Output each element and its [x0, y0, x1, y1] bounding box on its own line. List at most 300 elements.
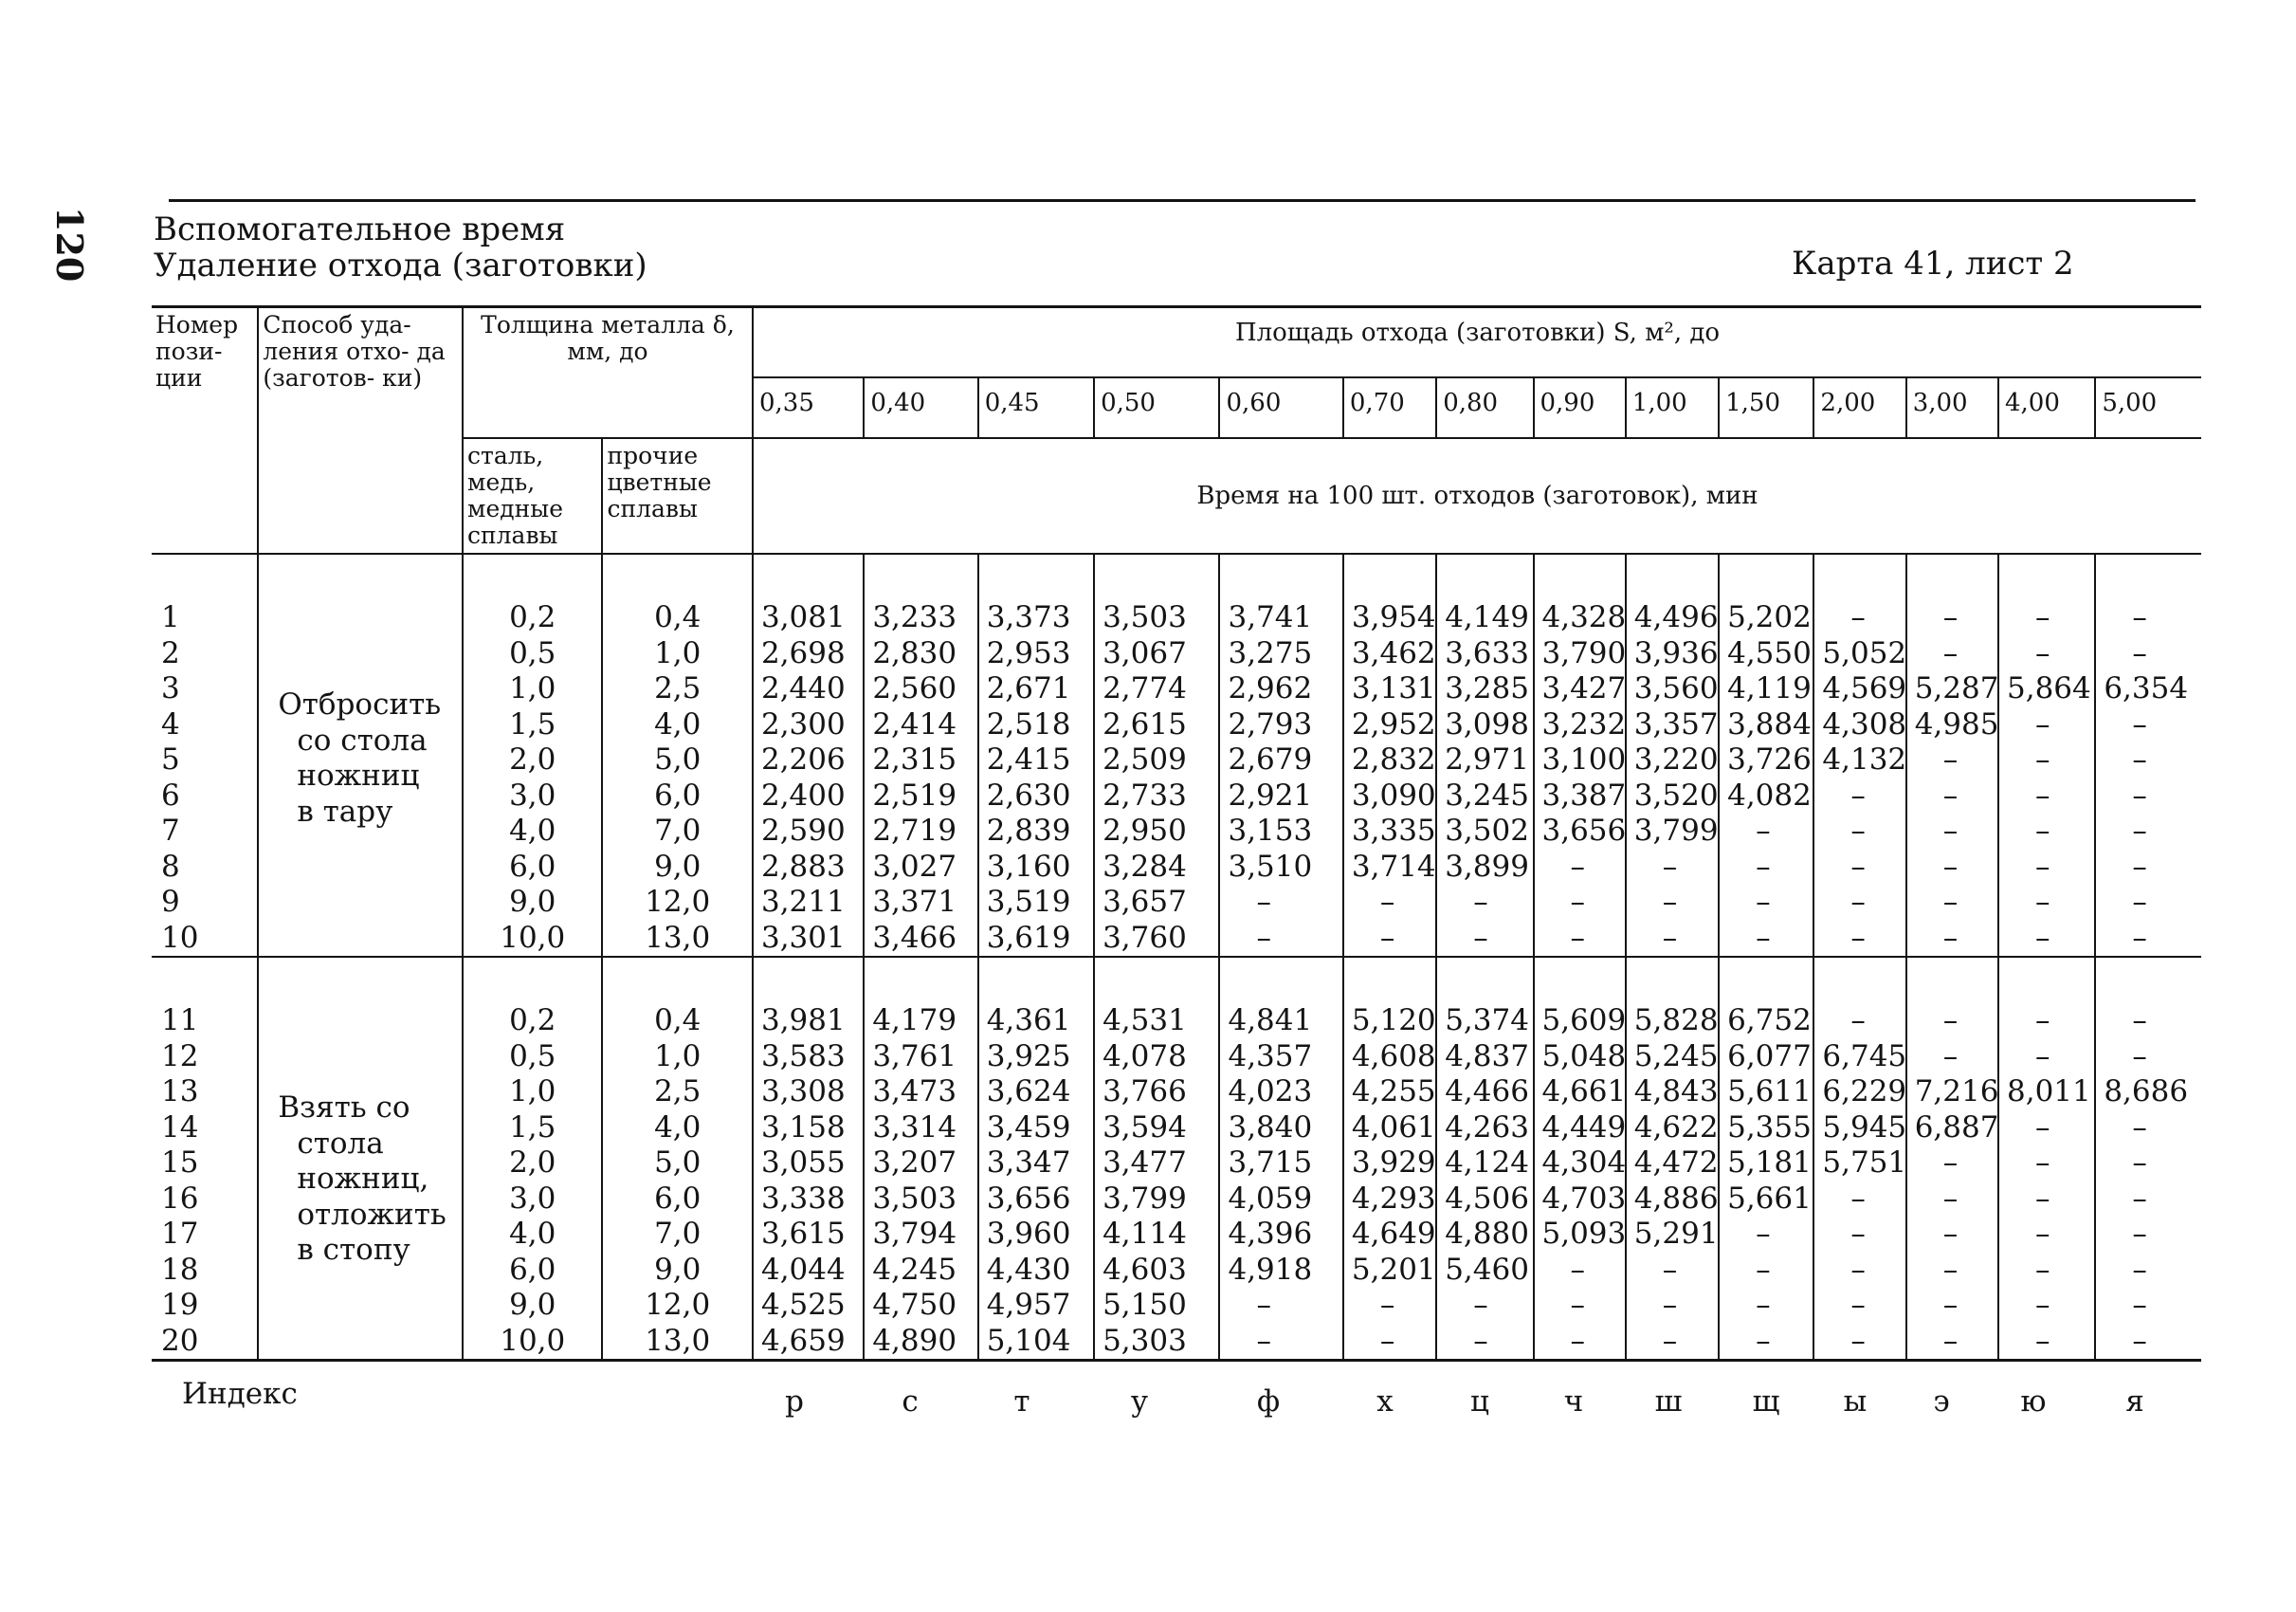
- time-value: –: [1850, 778, 1866, 813]
- time-value: 3,081: [760, 600, 846, 634]
- thickness-value: 1,0: [509, 671, 556, 705]
- time-value: 4,449: [1541, 1109, 1627, 1145]
- area-column-header: 0,90: [1534, 377, 1626, 438]
- thickness-value: 1,0: [509, 1074, 556, 1108]
- thickness-value: 12,0: [645, 1288, 711, 1322]
- time-value: 3,714: [1351, 849, 1436, 884]
- time-value: 6,887: [1914, 1109, 1999, 1145]
- time-value: 3,158: [760, 1109, 846, 1145]
- position-cell: [152, 957, 258, 1361]
- time-value: –: [2035, 635, 2050, 670]
- time-value: –: [1850, 885, 1866, 919]
- time-value: 5,245: [1633, 1038, 1719, 1073]
- time-value: 5,202: [1727, 600, 1812, 634]
- time-value: –: [2035, 814, 2050, 848]
- time-value: 3,232: [1541, 706, 1627, 742]
- time-value: –: [2035, 920, 2050, 955]
- time-value: –: [1942, 1003, 1959, 1037]
- time-value: –: [1756, 885, 1771, 919]
- thickness-other-cell: [602, 554, 753, 957]
- time-value: –: [1570, 920, 1585, 955]
- time-value: –: [1850, 600, 1866, 634]
- thickness-value: 4,0: [509, 1217, 556, 1251]
- time-column-cell: [1998, 957, 2095, 1361]
- time-value: 3,160: [986, 849, 1071, 884]
- index-letter: ч: [1563, 1384, 1584, 1419]
- time-value: –: [1379, 1288, 1395, 1322]
- time-value: 4,918: [1228, 1252, 1313, 1287]
- card-reference: Карта 41, лист 2: [1792, 245, 2074, 283]
- time-value: –: [1942, 1323, 1959, 1358]
- time-value: 3,373: [986, 600, 1071, 634]
- thickness-value: 7,0: [654, 814, 702, 848]
- index-letter: ц: [1470, 1384, 1489, 1419]
- time-value: –: [2132, 849, 2147, 884]
- time-value: 3,153: [1228, 814, 1313, 848]
- time-value: –: [2132, 1323, 2147, 1358]
- time-value: –: [1942, 1181, 1959, 1216]
- time-value: 3,799: [1633, 814, 1719, 848]
- time-value: 3,925: [986, 1038, 1071, 1073]
- time-value: –: [2035, 1217, 2050, 1251]
- time-value: 3,462: [1351, 635, 1436, 670]
- time-value: –: [2035, 600, 2050, 634]
- thickness-value: 4,0: [654, 1109, 702, 1145]
- thickness-value: 3,0: [509, 778, 556, 813]
- thickness-value: 1,0: [654, 1038, 702, 1073]
- area-column-header: 0,45: [978, 377, 1094, 438]
- page-number: 120: [48, 207, 91, 283]
- time-value: 4,603: [1102, 1252, 1187, 1287]
- time-value: –: [2132, 1038, 2147, 1073]
- time-value: 3,347: [986, 1145, 1071, 1180]
- col-header-position: Номер пози- ции: [152, 307, 258, 555]
- time-value: 2,793: [1228, 706, 1313, 742]
- time-value: –: [1850, 849, 1866, 884]
- time-value: –: [1662, 920, 1678, 955]
- time-table: [152, 305, 2201, 1362]
- time-value: –: [2132, 1252, 2147, 1287]
- time-value: –: [2035, 849, 2050, 884]
- index-letter: с: [902, 1384, 919, 1419]
- thickness-value: 2,0: [509, 1145, 556, 1180]
- time-value: –: [1473, 1288, 1488, 1322]
- time-value: –: [1942, 814, 1959, 848]
- time-value: 2,679: [1228, 742, 1313, 777]
- thickness-value: 12,0: [645, 885, 711, 919]
- time-value: 4,059: [1228, 1181, 1313, 1216]
- position-number: 3: [161, 671, 180, 705]
- area-column-header: 4,00: [1998, 377, 2095, 438]
- time-value: 4,304: [1541, 1145, 1627, 1180]
- position-number: 1: [161, 600, 180, 634]
- thickness-value: 13,0: [645, 1323, 711, 1358]
- method-cell: [258, 554, 463, 957]
- position-number: 2: [161, 635, 180, 670]
- time-value: –: [1756, 920, 1771, 955]
- time-value: 3,510: [1228, 849, 1313, 884]
- time-value: 4,466: [1445, 1074, 1529, 1108]
- time-value: 3,338: [760, 1181, 846, 1216]
- thickness-value: 0,2: [509, 1003, 556, 1037]
- time-value: 4,622: [1633, 1109, 1719, 1145]
- time-value: 2,733: [1102, 778, 1187, 813]
- time-value: –: [1379, 1323, 1395, 1358]
- time-value: –: [1756, 1217, 1771, 1251]
- time-value: –: [1942, 635, 1959, 670]
- thickness-value: 7,0: [654, 1217, 702, 1251]
- time-value: –: [1662, 1288, 1678, 1322]
- time-value: 4,293: [1351, 1181, 1436, 1216]
- time-value: –: [1850, 1323, 1866, 1358]
- thickness-value: 1,5: [509, 706, 556, 742]
- time-column-cell: [753, 957, 864, 1361]
- time-column-cell: [864, 554, 977, 957]
- time-value: 4,245: [872, 1252, 957, 1287]
- thickness-value: 6,0: [509, 1252, 556, 1287]
- time-value: 4,328: [1541, 600, 1627, 634]
- time-value: 3,466: [872, 920, 957, 955]
- time-value: –: [1662, 1252, 1678, 1287]
- time-value: 2,953: [986, 635, 1071, 670]
- time-value: 3,766: [1102, 1074, 1187, 1108]
- time-column-cell: [1094, 554, 1219, 957]
- thickness-value: 1,5: [509, 1109, 556, 1145]
- position-number: 7: [161, 814, 180, 848]
- time-value: 3,884: [1727, 706, 1812, 742]
- top-rule: [169, 199, 2196, 202]
- time-value: 6,077: [1727, 1038, 1812, 1073]
- group-row: [152, 554, 2201, 957]
- time-value: 3,285: [1445, 671, 1529, 705]
- time-value: 6,229: [1822, 1074, 1907, 1108]
- time-value: 3,387: [1541, 778, 1627, 813]
- time-value: 5,052: [1822, 635, 1907, 670]
- time-value: 3,220: [1633, 742, 1719, 777]
- area-column-header: 0,60: [1219, 377, 1342, 438]
- thickness-value: 4,0: [654, 706, 702, 742]
- time-value: –: [2132, 1109, 2147, 1145]
- thickness-value: 9,0: [509, 1288, 556, 1322]
- area-column-header: 3,00: [1906, 377, 1998, 438]
- time-value: –: [1942, 1038, 1959, 1073]
- time-value: 3,301: [760, 920, 846, 955]
- thickness-value: 10,0: [500, 920, 566, 955]
- col-header-steel: сталь, медь, медные сплавы: [463, 438, 602, 554]
- time-value: 8,686: [2104, 1074, 2189, 1108]
- time-value: 2,839: [986, 814, 1071, 848]
- index-letter: ю: [2020, 1384, 2047, 1419]
- time-value: 3,615: [760, 1217, 846, 1251]
- area-column-header: 0,35: [753, 377, 864, 438]
- col-header-other: прочие цветные сплавы: [602, 438, 753, 554]
- area-column-header: 1,00: [1626, 377, 1719, 438]
- time-value: 3,027: [872, 849, 957, 884]
- position-number: 9: [161, 885, 180, 919]
- thickness-value: 6,0: [509, 849, 556, 884]
- time-value: 4,661: [1541, 1074, 1627, 1108]
- time-value: –: [1662, 885, 1678, 919]
- time-value: –: [1379, 885, 1395, 919]
- time-value: –: [1942, 920, 1959, 955]
- position-number: 18: [161, 1252, 199, 1287]
- time-value: 5,609: [1541, 1003, 1627, 1037]
- time-value: 3,741: [1228, 600, 1313, 634]
- time-value: 3,656: [1541, 814, 1627, 848]
- time-value: 3,657: [1102, 885, 1187, 919]
- time-value: 4,837: [1445, 1038, 1529, 1073]
- method-text: со стола: [297, 723, 428, 758]
- method-text: Отбросить: [278, 687, 442, 722]
- time-value: 4,841: [1228, 1003, 1313, 1037]
- thickness-value: 5,0: [654, 742, 702, 777]
- time-value: –: [2132, 1003, 2147, 1037]
- time-column-cell: [1813, 957, 1905, 1361]
- time-value: 4,890: [872, 1323, 957, 1358]
- time-column-cell: [978, 554, 1094, 957]
- time-value: 3,308: [760, 1074, 846, 1108]
- col-header-method: Способ уда- ления отхо- да (заготов- ки): [258, 307, 463, 555]
- time-value: 3,473: [872, 1074, 957, 1108]
- time-value: –: [2132, 1145, 2147, 1180]
- time-column-cell: [1998, 554, 2095, 957]
- time-value: –: [2132, 1181, 2147, 1216]
- position-number: 6: [161, 778, 180, 813]
- time-value: 5,093: [1541, 1217, 1627, 1251]
- method-text: в тару: [297, 794, 393, 829]
- index-letter: э: [1933, 1384, 1950, 1419]
- index-letter: я: [2125, 1384, 2144, 1419]
- time-value: 6,354: [2104, 671, 2189, 705]
- time-column-cell: [1534, 957, 1626, 1361]
- time-value: 3,131: [1351, 671, 1436, 705]
- position-cell: [152, 554, 258, 957]
- time-value: 3,055: [760, 1145, 846, 1180]
- time-value: –: [1756, 1288, 1771, 1322]
- time-value: 2,414: [872, 706, 957, 742]
- time-value: 4,496: [1633, 600, 1719, 634]
- time-value: –: [2035, 706, 2050, 742]
- time-value: 5,201: [1351, 1252, 1436, 1287]
- time-value: –: [2035, 1003, 2050, 1037]
- time-value: –: [1256, 1288, 1271, 1322]
- thickness-value: 5,0: [654, 1145, 702, 1180]
- position-number: 17: [161, 1217, 199, 1251]
- position-number: 16: [161, 1181, 199, 1216]
- time-value: 3,090: [1351, 778, 1436, 813]
- time-value: 5,104: [986, 1323, 1071, 1358]
- time-value: 2,518: [986, 706, 1071, 742]
- time-value: –: [2132, 635, 2147, 670]
- time-value: 3,619: [986, 920, 1071, 955]
- position-number: 14: [161, 1109, 199, 1145]
- time-value: –: [1942, 742, 1959, 777]
- time-value: 4,255: [1351, 1074, 1436, 1108]
- area-column-header: 1,50: [1719, 377, 1813, 438]
- time-value: 5,661: [1727, 1181, 1812, 1216]
- index-label: Индекс: [182, 1377, 298, 1411]
- time-value: 3,656: [986, 1181, 1071, 1216]
- time-value: 6,752: [1727, 1003, 1812, 1037]
- time-value: 2,962: [1228, 671, 1313, 705]
- time-column-cell: [1813, 554, 1905, 957]
- time-value: –: [1256, 885, 1271, 919]
- time-value: 4,649: [1351, 1217, 1436, 1251]
- time-value: –: [2132, 1217, 2147, 1251]
- thickness-value: 0,5: [509, 1038, 556, 1073]
- position-number: 8: [161, 849, 180, 884]
- time-value: 2,590: [760, 814, 846, 848]
- time-value: –: [1850, 1181, 1866, 1216]
- time-value: 6,745: [1822, 1038, 1907, 1073]
- method-text: стола: [297, 1126, 384, 1161]
- method-text: отложить: [297, 1197, 446, 1232]
- index-letter: щ: [1752, 1384, 1780, 1419]
- time-value: 5,291: [1633, 1217, 1719, 1251]
- col-header-area: Площадь отхода (заготовки) S, м², до: [753, 307, 2201, 378]
- time-value: 4,659: [760, 1323, 846, 1358]
- time-value: 4,361: [986, 1003, 1071, 1037]
- time-value: 3,211: [760, 885, 846, 919]
- time-column-cell: [2095, 554, 2201, 957]
- thickness-value: 4,0: [509, 814, 556, 848]
- time-value: –: [2132, 778, 2147, 813]
- time-value: 2,630: [986, 778, 1071, 813]
- time-value: 2,883: [760, 849, 846, 884]
- time-value: 3,960: [986, 1217, 1071, 1251]
- time-value: 4,082: [1727, 778, 1812, 813]
- time-value: 2,698: [760, 635, 846, 670]
- index-letter: ш: [1654, 1384, 1683, 1419]
- time-value: –: [1850, 1252, 1866, 1287]
- time-value: 2,206: [760, 742, 846, 777]
- time-value: 5,303: [1102, 1323, 1187, 1358]
- time-value: 2,315: [872, 742, 957, 777]
- time-column-cell: [1219, 554, 1342, 957]
- area-column-header: 0,40: [864, 377, 977, 438]
- time-column-cell: [1906, 554, 1998, 957]
- time-value: –: [1662, 849, 1678, 884]
- col-header-time: Время на 100 шт. отходов (заготовок), мин: [753, 438, 2201, 554]
- time-value: –: [2035, 1288, 2050, 1322]
- position-number: 4: [161, 706, 180, 742]
- time-value: 5,150: [1102, 1288, 1187, 1322]
- time-value: 3,067: [1102, 635, 1187, 670]
- time-value: 2,415: [986, 742, 1071, 777]
- time-value: 3,583: [760, 1038, 846, 1073]
- time-value: –: [2132, 885, 2147, 919]
- time-value: –: [1942, 1145, 1959, 1180]
- time-column-cell: [978, 957, 1094, 1361]
- time-value: –: [1850, 1288, 1866, 1322]
- time-value: 5,355: [1727, 1109, 1812, 1145]
- area-column-header: 0,70: [1343, 377, 1436, 438]
- time-value: 2,950: [1102, 814, 1187, 848]
- time-value: 4,078: [1102, 1038, 1187, 1073]
- index-letter: р: [785, 1384, 804, 1419]
- position-number: 12: [161, 1038, 199, 1073]
- area-column-header: 2,00: [1813, 377, 1905, 438]
- col-header-thickness: Толщина металла δ, мм, до: [463, 307, 753, 439]
- thickness-value: 2,0: [509, 742, 556, 777]
- time-value: –: [1942, 778, 1959, 813]
- time-value: 2,952: [1351, 706, 1436, 742]
- method-cell: [258, 957, 463, 1361]
- index-letter: т: [1013, 1384, 1030, 1419]
- time-value: 3,502: [1445, 814, 1529, 848]
- area-column-header: 0,50: [1094, 377, 1219, 438]
- time-value: 3,520: [1633, 778, 1719, 813]
- time-column-cell: [1719, 957, 1813, 1361]
- time-value: 4,531: [1102, 1003, 1187, 1037]
- time-column-cell: [1906, 957, 1998, 1361]
- time-value: 3,357: [1633, 706, 1719, 742]
- time-value: –: [1473, 885, 1488, 919]
- time-value: –: [1756, 1323, 1771, 1358]
- time-value: 4,703: [1541, 1181, 1627, 1216]
- time-value: –: [1942, 885, 1959, 919]
- time-value: 5,048: [1541, 1038, 1627, 1073]
- time-value: 3,715: [1228, 1145, 1313, 1180]
- time-value: 5,287: [1914, 671, 1999, 705]
- time-value: 3,560: [1633, 671, 1719, 705]
- time-value: 5,751: [1822, 1145, 1907, 1180]
- time-column-cell: [864, 957, 977, 1361]
- time-value: –: [1756, 814, 1771, 848]
- time-value: 3,503: [872, 1181, 957, 1216]
- time-value: 4,880: [1445, 1217, 1529, 1251]
- time-value: 5,864: [2007, 671, 2091, 705]
- time-value: 2,774: [1102, 671, 1187, 705]
- time-value: 3,371: [872, 885, 957, 919]
- time-value: 4,149: [1445, 600, 1529, 634]
- area-column-header: 0,80: [1436, 377, 1533, 438]
- time-value: –: [1473, 1323, 1488, 1358]
- time-value: –: [1756, 849, 1771, 884]
- time-value: –: [1256, 1323, 1271, 1358]
- time-value: 4,506: [1445, 1181, 1529, 1216]
- time-value: 3,459: [986, 1109, 1071, 1145]
- time-column-cell: [1626, 957, 1719, 1361]
- time-value: 5,374: [1445, 1003, 1529, 1037]
- time-value: 3,936: [1633, 635, 1719, 670]
- time-value: –: [1850, 1217, 1866, 1251]
- time-value: 2,921: [1228, 778, 1313, 813]
- time-value: 5,460: [1445, 1252, 1529, 1287]
- time-value: 4,124: [1445, 1145, 1529, 1180]
- time-value: 3,275: [1228, 635, 1313, 670]
- time-value: 3,427: [1541, 671, 1627, 705]
- time-value: –: [1570, 1323, 1585, 1358]
- time-value: –: [2035, 885, 2050, 919]
- time-value: 3,233: [872, 600, 957, 634]
- thickness-value: 0,4: [654, 1003, 702, 1037]
- time-value: 5,181: [1727, 1145, 1812, 1180]
- time-value: 7,216: [1914, 1074, 1999, 1108]
- time-value: –: [1570, 885, 1585, 919]
- thickness-value: 6,0: [654, 1181, 702, 1216]
- time-value: –: [1942, 1217, 1959, 1251]
- method-text: в стопу: [297, 1233, 410, 1267]
- time-column-cell: [1343, 957, 1436, 1361]
- time-value: 2,400: [760, 778, 846, 813]
- time-value: 5,828: [1633, 1003, 1719, 1037]
- thickness-value: 3,0: [509, 1181, 556, 1216]
- index-letter: ф: [1256, 1384, 1281, 1419]
- index-letter: у: [1130, 1384, 1149, 1419]
- time-value: –: [1942, 849, 1959, 884]
- time-value: –: [1850, 814, 1866, 848]
